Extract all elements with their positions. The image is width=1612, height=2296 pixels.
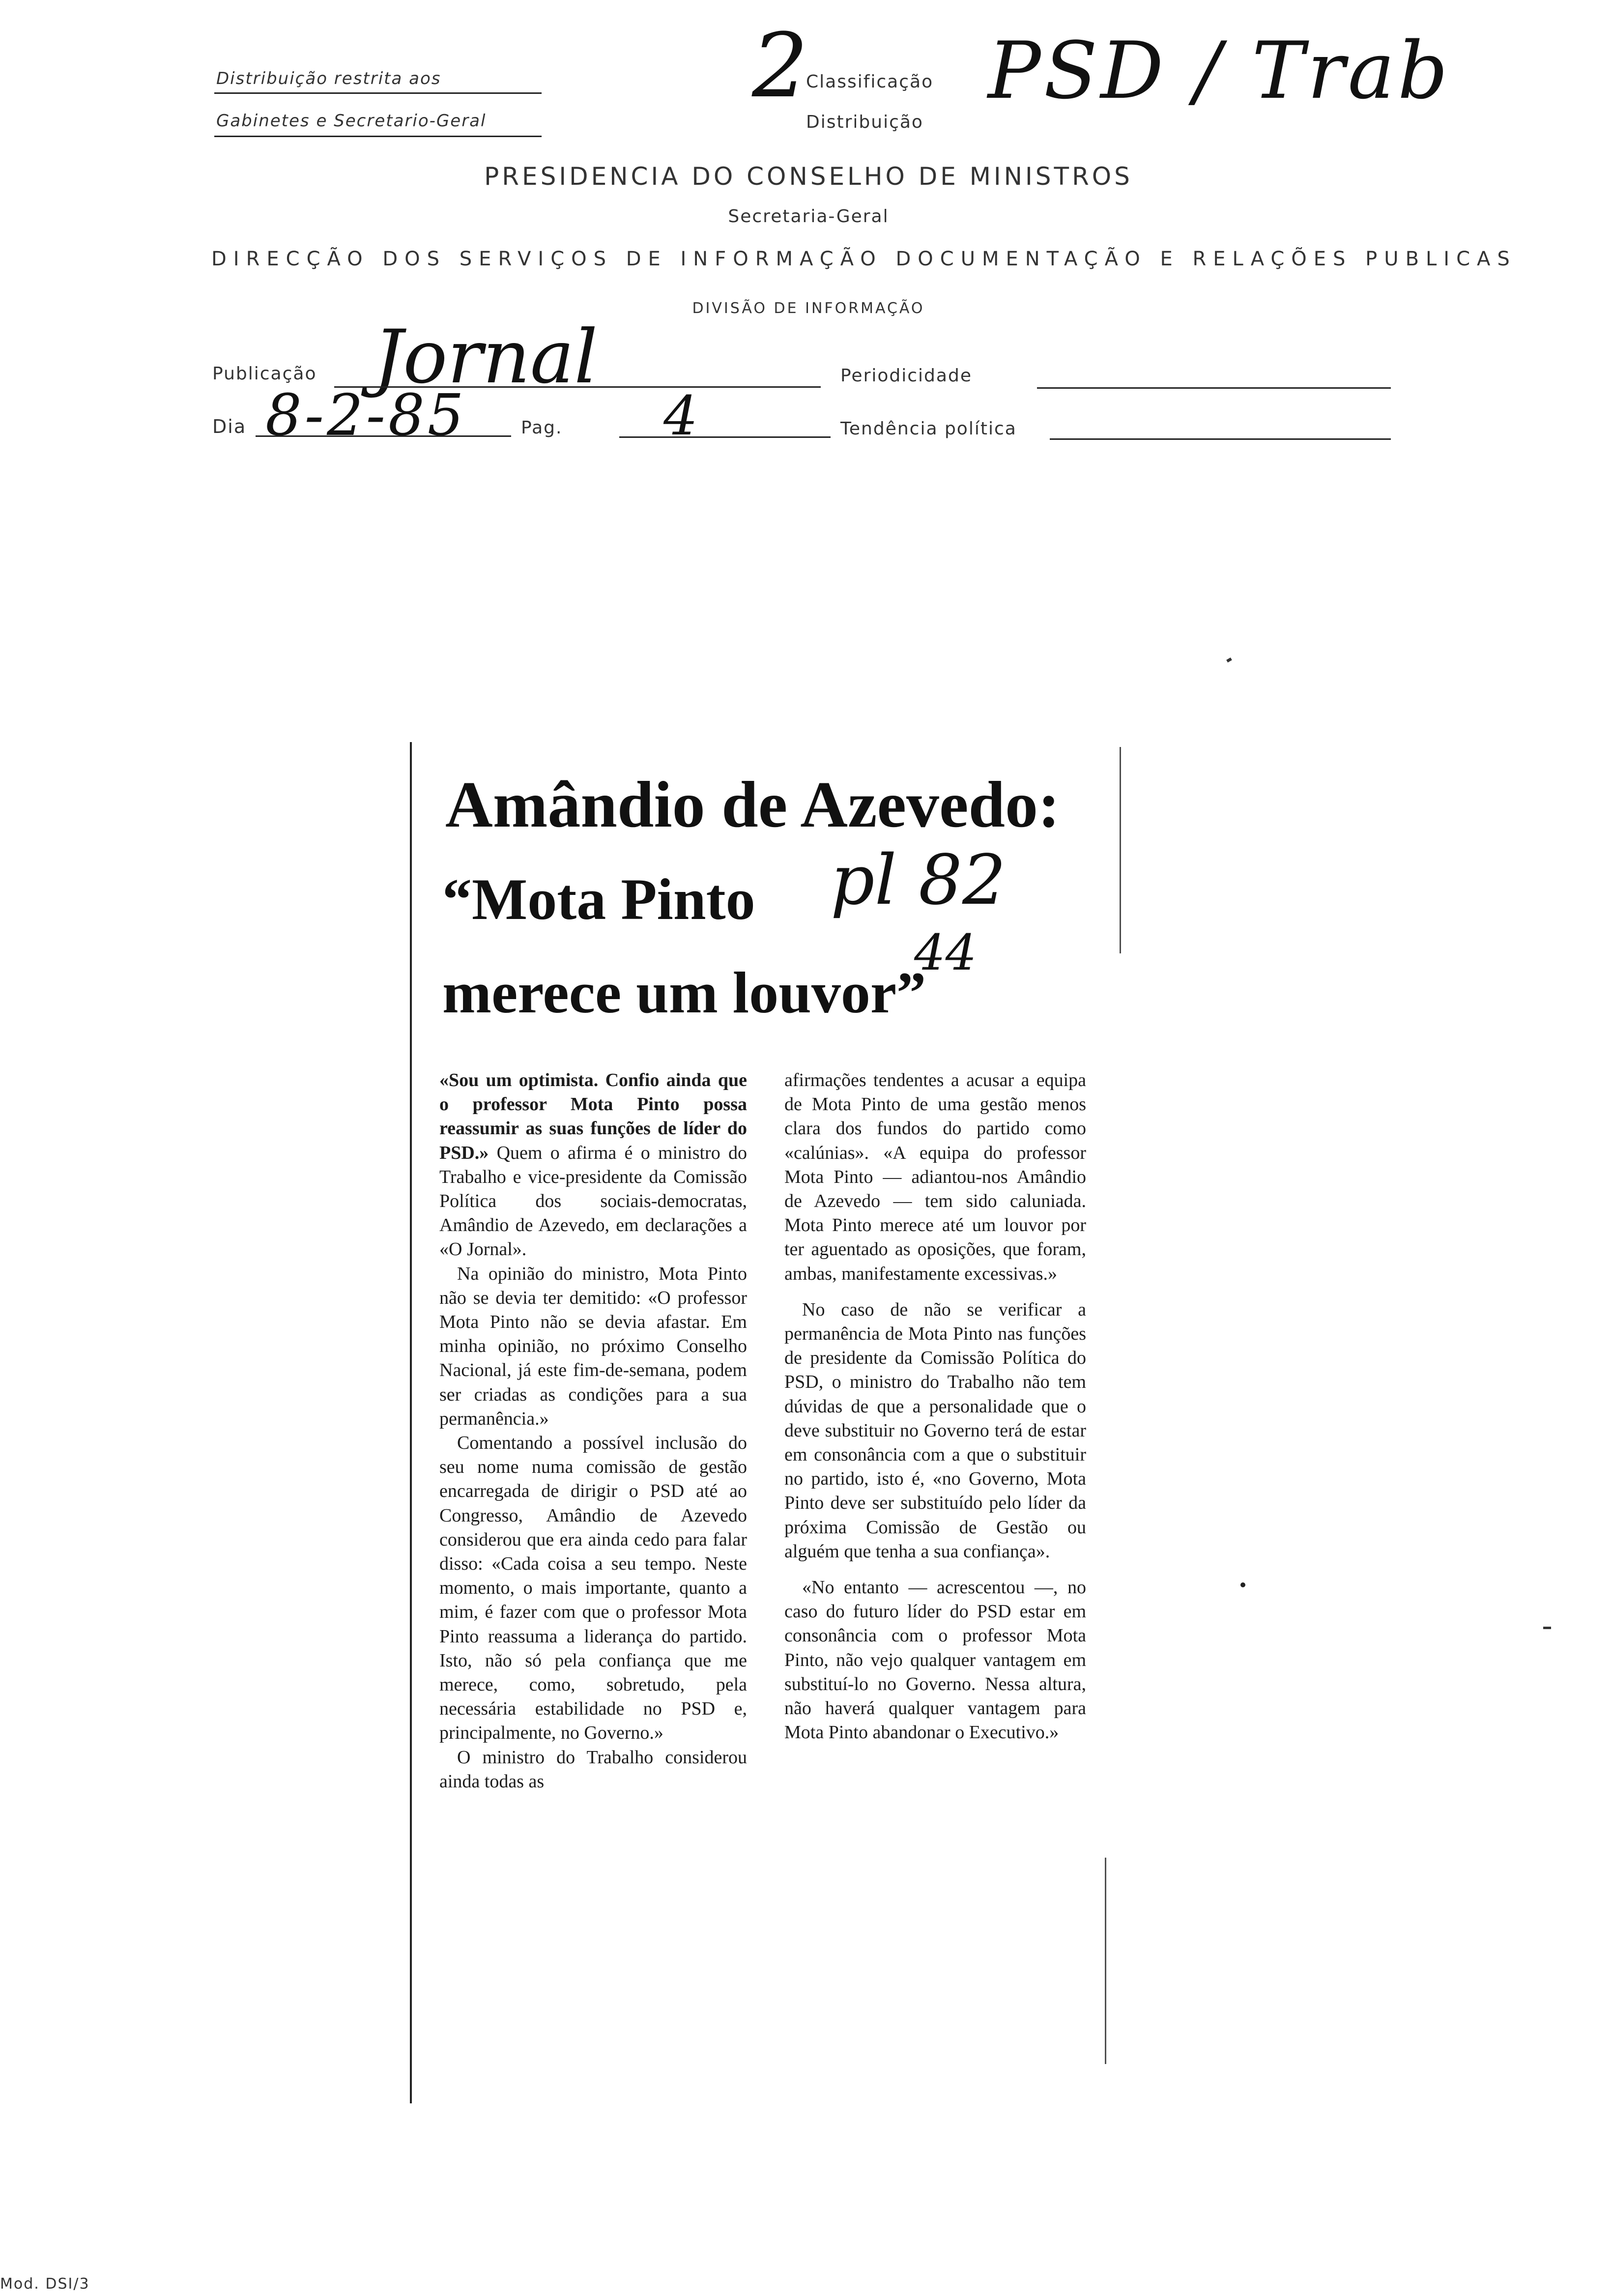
distribution-label: Distribuição [806,112,923,132]
article-lead-rest: Quem o afirma é o ministro do Trabalho e vice-presidente da Comissão Política dos sociais-democratas, Amândio de Azevedo, em declarações a «O Jornal». [439,1142,747,1260]
periodicity-underline [1037,387,1391,389]
publication-value: Jornal [374,315,598,400]
day-underline [256,435,511,437]
article-paragraph: No caso de não se verificar a permanência de Mota Pinto nas funções de presidente da Comissão Política do PSD, o ministro do Trabalho não tem dúvidas de que a personalidade que o deve substituir no Governo terá de estar em consonância com a que o substituir no partido, isto é, «no Governo, Mota Pinto deve ser substituído pelo líder da próxima Comissão de Gestão ou alguém que tenha a sua confiança». [784,1299,1086,1562]
secretariat-heading: Secretaria-Geral [728,206,889,227]
article-paragraph: afirmações tendentes a acusar a equipa de Mota Pinto de uma gestão menos clara dos fundos do partido como «calúnias». «A equipa do professor Mota Pinto — adiantou-nos Amândio de Azevedo — tem sido caluniada. Mota Pinto merece até um louvor por ter aguentado as oposições, que foram, ambas, manifestamente excessivas.» [784,1070,1086,1284]
speck-1 [1226,658,1232,662]
day-label: Dia [212,416,247,437]
distribution-underline-2 [214,136,542,137]
tendency-label: Tendência política [840,419,1017,439]
article-paragraph: O ministro do Trabalho considerou ainda todas as [439,1747,747,1792]
classification-label: Classificação [806,72,934,92]
tendency-underline [1050,438,1391,440]
clipping-right-edge [1120,747,1121,953]
page-value: 4 [663,384,698,447]
distribution-underline-1 [214,92,542,94]
distribution-line-1: Distribuição restrita aos [216,69,441,88]
article-lead: «Sou um optimista. Confio ainda que o professor Mota Pinto possa reassumir as suas funções de líder do PSD.» [439,1070,747,1163]
article-paragraph: Comentando a possível inclusão do seu nome numa comissão de gestão encarregada de dirigir o PSD até ao Congresso, Amândio de Azevedo considerou que era ainda cedo para falar disso: «Cada coisa a seu tempo. Neste momento, o mais importante, quanto a mim, é fazer com que o professor Mota Pinto reassuma a liderança do partido. Isto, não só pela confiança que me merece, como, sobretudo, pela necessária estabilidade no PSD e, principalmente, no Governo.» [439,1433,747,1744]
handwritten-note-2: 44 [914,924,977,981]
article-paragraph: «No entanto — acrescentou —, no caso do futuro líder do PSD estar em consonância com o professor Mota Pinto, não vejo qualquer vantagem em substituí-lo no Governo. Nessa altura, não haverá qualquer vantagem para Mota Pinto abandonar o Executivo.» [784,1577,1086,1743]
page-underline [619,436,831,438]
clipping-right-edge-lower [1105,1858,1106,2064]
article-paragraph [439,1068,747,1262]
article-paragraph: Na opinião do ministro, Mota Pinto não se devia ter demitido: «O professor Mota Pinto não se devia afastar. Em minha opinião, no próximo Conselho Nacional, já este fim-de-semana, podem ser criadas as condições para a sua permanência.» [439,1263,747,1429]
distribution-line-2: Gabinetes e Secretario-Geral [216,111,487,131]
periodicity-label: Periodicidade [840,366,972,386]
article-title-line-2: “Mota Pinto [442,866,755,932]
presidency-heading: PRESIDENCIA DO CONSELHO DE MINISTROS [484,162,1133,191]
directorate-heading: DIRECÇÃO DOS SERVIÇOS DE INFORMAÇÃO DOCUMENTAÇÃO E RELAÇÕES PUBLICAS [211,248,1517,270]
handwritten-number: 2 [752,15,808,117]
article-title-line-3: merece um louvor” [442,960,926,1025]
day-value: 8-2-85 [265,382,467,449]
division-heading: DIVISÃO DE INFORMAÇÃO [692,300,925,317]
clipping-left-edge [410,742,412,2103]
handwritten-classification: PSD / Trab [988,25,1451,116]
article-title-line-1: Amândio de Azevedo: [445,768,1060,841]
handwritten-note-1: pl 82 [831,840,1007,920]
article-column-2 [784,1068,1086,1745]
page-label: Pag. [521,418,563,438]
speck-2 [1240,1582,1245,1587]
form-stamp: Mod. DSI/3 [0,2275,90,2293]
speck-3 [1543,1627,1551,1629]
article-column-1 [439,1068,747,1794]
publication-label: Publicação [212,364,317,384]
